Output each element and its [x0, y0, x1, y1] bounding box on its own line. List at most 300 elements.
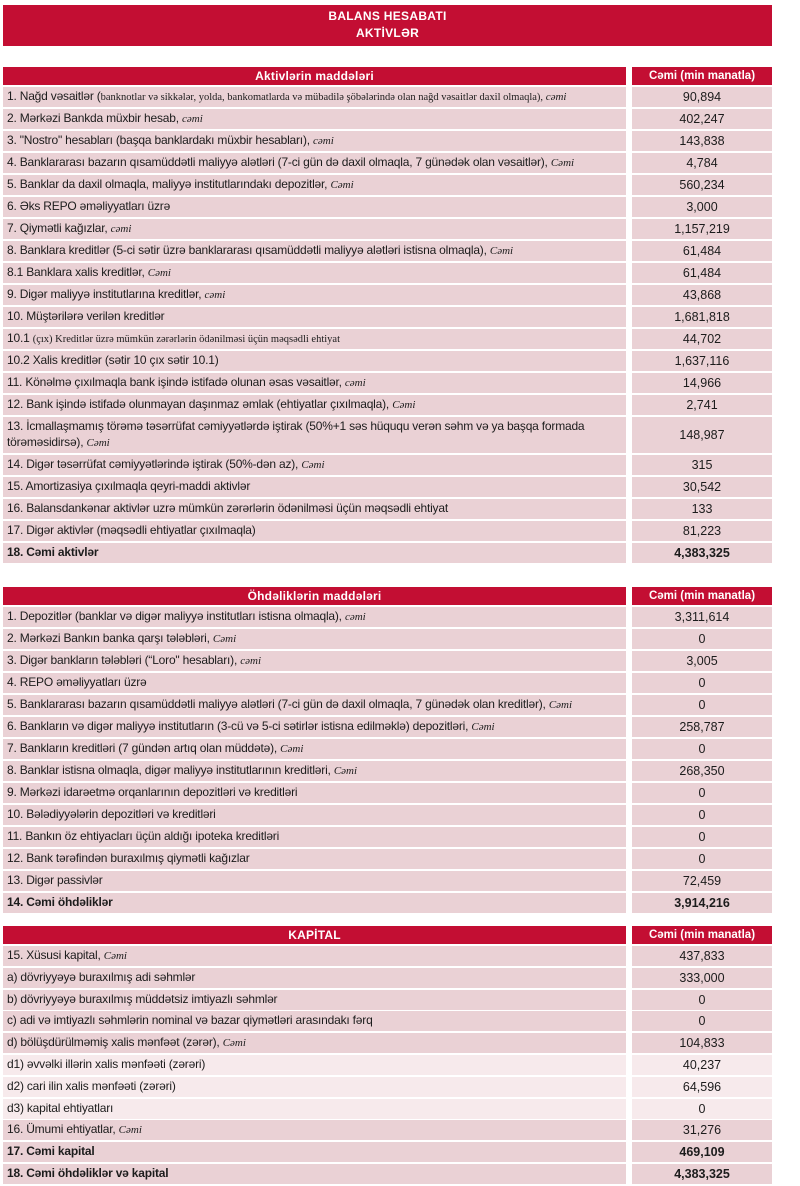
row-label-cell	[3, 263, 626, 283]
row-label-text	[7, 418, 622, 452]
row-label-cell	[3, 849, 626, 869]
row-value: 43,868	[682, 288, 722, 302]
row-label-text	[7, 1078, 176, 1096]
row-label-cell	[3, 695, 626, 715]
row-label-cell	[3, 455, 626, 475]
row-label-text	[7, 1143, 95, 1161]
row-label-cell	[3, 1120, 626, 1140]
row-label-cell	[3, 673, 626, 693]
row-label: 3. "Nostro" hesabları (başqa banklardakı müxbir hesabları),	[7, 133, 314, 147]
row-label: 5. Banklararası bazarın qısamüddətli maliyyə alətləri (7-ci gün də daxil olmaqla, 7 günədək olan kreditlər),	[7, 697, 549, 711]
row-label-cell	[3, 241, 626, 261]
row-label-text	[7, 850, 250, 868]
row-value-cell	[632, 805, 772, 825]
row-value: 469,109	[679, 1145, 725, 1160]
row-label-cell	[3, 351, 626, 371]
row-value-cell	[632, 153, 772, 173]
row-label-text	[7, 894, 113, 912]
row-label-text	[7, 718, 495, 736]
table-row	[3, 285, 772, 305]
table-row	[3, 946, 772, 966]
row-label: 1. Depozitlər (banklar və digər maliyyə institutları istisna olmaqla),	[7, 609, 345, 623]
table-row	[3, 521, 772, 541]
row-label-text	[7, 762, 357, 780]
row-label-text	[7, 500, 448, 518]
row-label-text	[7, 544, 98, 562]
table-row	[3, 717, 772, 737]
table-row	[3, 739, 772, 759]
row-value-cell	[632, 673, 772, 693]
table-row	[3, 783, 772, 803]
row-value-cell	[632, 1164, 772, 1184]
row-label: a) dövriyyəyə buraxılmış adi səhmlər	[7, 969, 196, 984]
row-value-cell	[632, 629, 772, 649]
row-label-cell	[3, 1055, 626, 1075]
row-value-cell	[632, 373, 772, 393]
row-label-cell	[3, 153, 626, 173]
row-value: 1,637,116	[674, 354, 730, 368]
row-value-cell	[632, 329, 772, 349]
table-row	[3, 893, 772, 913]
row-label-cell	[3, 761, 626, 781]
assets-table	[3, 67, 772, 563]
row-label-text	[7, 872, 103, 890]
row-value-cell	[632, 417, 772, 453]
row-label-suffix: Cəmi	[280, 743, 304, 755]
row-label-text	[7, 630, 236, 648]
row-label-cell	[3, 607, 626, 627]
row-label-suffix: Cəmi	[330, 179, 354, 191]
row-label: d2) cari ilin xalis mənfəəti (zərəri)	[7, 1078, 176, 1093]
row-label-suffix: Cəmi	[333, 765, 358, 777]
row-label-text	[7, 330, 340, 348]
row-label-cell	[3, 307, 626, 327]
row-label-text	[7, 396, 415, 414]
row-value: 258,787	[679, 720, 725, 734]
row-label-suffix: Cəmi	[550, 157, 575, 169]
row-value-cell	[632, 351, 772, 371]
row-value: 315	[691, 458, 713, 472]
row-value: 402,247	[679, 112, 725, 126]
row-label: 9. Mərkəzi idarəetmə orqanlarının depozitləri və kreditləri	[7, 785, 298, 799]
table-row	[3, 153, 772, 173]
row-label-text	[7, 1100, 113, 1118]
row-value-cell	[632, 1011, 772, 1031]
row-value-cell	[632, 1077, 772, 1097]
row-label-suffix: cəmi	[344, 377, 366, 389]
row-value-cell	[632, 241, 772, 261]
row-label: 18. Cəmi aktivlər	[7, 545, 99, 559]
row-label: 2. Mərkəzi Bankın banka qarşı tələbləri,	[7, 631, 213, 645]
row-label-suffix: cəmi	[182, 113, 203, 125]
table-row	[3, 607, 772, 627]
table-header-value-label: Cəmi (min manatla)	[632, 67, 772, 85]
row-value-cell	[632, 783, 772, 803]
row-value-cell	[632, 455, 772, 475]
table-header	[3, 67, 772, 85]
row-value-cell	[632, 1033, 772, 1053]
row-value: 143,838	[679, 134, 725, 148]
row-label-text	[7, 242, 513, 260]
row-value-cell	[632, 761, 772, 781]
row-label-cell	[3, 477, 626, 497]
row-value-cell	[632, 651, 772, 671]
row-value: 148,987	[679, 428, 725, 442]
row-label: 12. Bank işində istifadə olunmayan daşınmaz əmlak (ehtiyatlar çıxılmaqla),	[7, 397, 393, 411]
row-label: 17. Digər aktivlər (məqsədli ehtiyatlar çıxılmaqla)	[7, 523, 256, 537]
row-label-cell	[3, 395, 626, 415]
row-value: 81,223	[682, 524, 722, 538]
row-label-cell	[3, 1033, 626, 1053]
table-row	[3, 1033, 772, 1053]
row-label-cell	[3, 87, 626, 107]
table-row	[3, 263, 772, 283]
row-label-suffix: cəmi	[545, 91, 567, 103]
row-value: 0	[698, 786, 706, 800]
row-label-suffix: Cəmi	[548, 699, 573, 711]
row-value-cell	[632, 827, 772, 847]
row-label-cell	[3, 968, 626, 988]
row-label-text	[7, 478, 250, 496]
row-label-suffix: Cəmi	[103, 950, 127, 962]
row-label: 15. Amortizasiya çıxılmaqla qeyri-maddi aktivlər	[7, 479, 251, 493]
row-value: 0	[698, 632, 706, 646]
row-label: 11. Könəlmə çıxılmaqla bank işində istifadə olunan əsas vəsaitlər,	[7, 375, 345, 389]
row-value: 0	[698, 1014, 706, 1029]
table-row	[3, 1099, 772, 1119]
row-value: 14,966	[682, 376, 722, 390]
row-label-text	[7, 1165, 168, 1183]
row-label-text	[7, 1056, 205, 1074]
row-label: 9. Digər maliyyə institutlarına kreditlər,	[7, 287, 205, 301]
row-label-text	[7, 652, 261, 670]
row-value: 4,383,325	[674, 1166, 730, 1181]
row-label: b) dövriyyəyə buraxılmış müddətsiz imtiyazlı səhmlər	[7, 991, 278, 1006]
row-label-cell	[3, 651, 626, 671]
row-label: 6. Bankların və digər maliyyə institutların (3-cü və 5-ci sətirlər istisna edilməklə) depozitləri,	[7, 719, 472, 733]
row-value: 0	[698, 808, 706, 822]
table-row	[3, 1120, 772, 1140]
row-value-cell	[632, 521, 772, 541]
row-label-text	[7, 740, 303, 758]
row-label-suffix: cəmi	[110, 223, 132, 235]
row-label-text	[7, 522, 256, 540]
row-label-text	[7, 828, 279, 846]
row-label-text	[7, 308, 164, 326]
row-label-suffix: Cəmi	[222, 1037, 246, 1050]
row-label: d) bölüşdürülməmiş xalis mənfəət (zərər),	[7, 1035, 223, 1050]
row-label-cell	[3, 175, 626, 195]
table-row	[3, 197, 772, 217]
row-label: 17. Cəmi kapital	[7, 1144, 95, 1159]
row-label-suffix: Cəmi	[392, 399, 416, 411]
table-header-value-label: Cəmi (min manatla)	[632, 587, 772, 605]
row-label-suffix: Cəmi	[301, 459, 325, 471]
row-label-cell	[3, 373, 626, 393]
row-label-suffix: Cəmi	[471, 721, 495, 733]
table-row	[3, 1142, 772, 1162]
row-value-cell	[632, 87, 772, 107]
row-label-cell	[3, 1011, 626, 1031]
row-value-cell	[632, 307, 772, 327]
row-label-text	[7, 456, 325, 474]
tables-container	[0, 67, 800, 1184]
row-label-cell	[3, 1164, 626, 1184]
row-label-cell	[3, 417, 626, 453]
row-label-text	[7, 132, 334, 150]
table-row	[3, 849, 772, 869]
row-label: 10.1	[7, 331, 33, 345]
row-value: 0	[698, 698, 706, 712]
row-value: 2,741	[686, 398, 718, 412]
row-label-suffix: Cəmi	[118, 1124, 142, 1137]
row-value-cell	[632, 543, 772, 563]
row-label: 8. Banklara kreditlər (5-ci sətir üzrə banklararası qısamüddətli maliyyə alətləri istisna olmaqla),	[7, 243, 490, 257]
row-value: 1,157,219	[674, 222, 730, 236]
row-label: 18. Cəmi öhdəliklər və kapital	[7, 1165, 169, 1180]
row-label-text	[7, 1034, 246, 1052]
row-value: 30,542	[682, 480, 722, 494]
table-row	[3, 805, 772, 825]
row-label-text	[7, 176, 354, 194]
table-row	[3, 373, 772, 393]
row-label-text	[7, 1012, 373, 1030]
row-value-cell	[632, 946, 772, 966]
table-row	[3, 543, 772, 563]
row-label: 3. Digər bankların tələbləri (“Loro" hesabları),	[7, 653, 241, 667]
liabilities-table	[3, 587, 772, 913]
row-label-text	[7, 154, 574, 172]
row-value: 560,234	[679, 178, 725, 192]
row-value-cell	[632, 175, 772, 195]
row-label: 6. Əks REPO əməliyyatları üzrə	[7, 199, 171, 213]
row-label-suffix: Cəmi	[489, 245, 514, 257]
row-label-cell	[3, 521, 626, 541]
row-value: 64,596	[682, 1079, 722, 1094]
row-value: 0	[698, 852, 706, 866]
row-label-cell	[3, 990, 626, 1010]
table-row	[3, 1055, 772, 1075]
row-label-cell	[3, 329, 626, 349]
row-label-cell	[3, 946, 626, 966]
table-header-value-label: Cəmi (min manatla)	[632, 926, 772, 944]
row-label-cell	[3, 805, 626, 825]
row-value: 0	[698, 676, 706, 690]
row-value-cell	[632, 871, 772, 891]
row-label: 13. İcmallaşmamış törəmə təsərrüfat cəmiyyətlərdə iştirak (50%+1 səs hüququ verən səhm və ya başqa formada törəməsidirsə),	[7, 419, 585, 449]
row-label-text	[7, 806, 216, 824]
row-value: 0	[698, 830, 706, 844]
table-header-title: Aktivlərin maddələri	[3, 67, 626, 85]
row-value: 72,459	[682, 874, 722, 888]
row-label: d1) əvvəlki illərin xalis mənfəəti (zərəri)	[7, 1056, 206, 1071]
table-row	[3, 455, 772, 475]
row-label-cell	[3, 197, 626, 217]
row-value: 1,681,818	[674, 310, 730, 324]
table-row	[3, 395, 772, 415]
table-row	[3, 351, 772, 371]
table-row	[3, 695, 772, 715]
row-label-cell	[3, 109, 626, 129]
row-label-cell	[3, 285, 626, 305]
table-row	[3, 1077, 772, 1097]
row-value-cell	[632, 219, 772, 239]
row-value-cell	[632, 1055, 772, 1075]
row-label: 8. Banklar istisna olmaqla, digər maliyyə institutlarının kreditləri,	[7, 763, 334, 777]
row-label-cell	[3, 131, 626, 151]
row-label: 13. Digər passivlər	[7, 873, 103, 887]
table-row	[3, 990, 772, 1010]
row-label-cell	[3, 499, 626, 519]
row-label-text	[7, 947, 127, 965]
row-label-text	[7, 1121, 142, 1139]
row-label-cell	[3, 717, 626, 737]
row-label-suffix: Cəmi	[86, 437, 110, 449]
row-label: 8.1 Banklara xalis kreditlər,	[7, 265, 148, 279]
table-row	[3, 629, 772, 649]
row-label-cell	[3, 543, 626, 563]
row-label: 10. Müştərilərə verilən kreditlər	[7, 309, 165, 323]
table-row	[3, 1011, 772, 1031]
row-label-text	[7, 286, 225, 304]
row-label: 15. Xüsusi kapital,	[7, 948, 104, 962]
row-label-text	[7, 352, 219, 370]
row-value-cell	[632, 990, 772, 1010]
row-label: d3) kapital ehtiyatları	[7, 1100, 114, 1115]
row-label-text	[7, 608, 366, 626]
row-value: 61,484	[682, 266, 722, 280]
row-value-cell	[632, 717, 772, 737]
table-row	[3, 131, 772, 151]
table-row	[3, 827, 772, 847]
table-row	[3, 417, 772, 453]
row-value: 3,000	[686, 200, 718, 214]
row-label-text	[7, 110, 203, 128]
row-label-note: (çıx) Kreditlər üzrə mümkün zərərlərin ödənilməsi üçün məqsədli ehtiyat	[32, 334, 341, 345]
row-value: 3,311,614	[674, 610, 730, 624]
table-row	[3, 241, 772, 261]
table-header	[3, 587, 772, 605]
row-value-cell	[632, 263, 772, 283]
table-row	[3, 307, 772, 327]
row-value-cell	[632, 499, 772, 519]
row-label-cell	[3, 1099, 626, 1119]
table-row	[3, 968, 772, 988]
report-title-line1: BALANS HESABATI	[328, 9, 447, 23]
row-label: 1. Nağd vəsaitlər (	[7, 89, 101, 103]
row-value: 40,237	[682, 1057, 722, 1072]
row-value: 437,833	[679, 949, 725, 963]
row-label: c) adi və imtiyazlı səhmlərin nominal və bazar qiymətləri arasındakı fərq	[7, 1013, 373, 1028]
table-rows	[3, 87, 772, 563]
table-row	[3, 329, 772, 349]
table-header	[3, 926, 772, 944]
row-value-cell	[632, 607, 772, 627]
row-label-text	[7, 88, 566, 106]
row-value: 0	[698, 992, 706, 1007]
row-value-cell	[632, 695, 772, 715]
row-label-cell	[3, 783, 626, 803]
row-label-note: banknotlar və sikkələr, yolda, bankomatlarda və mübadilə şöbələrində olan nağd vəsaitlər daxil olmaqla),	[100, 92, 546, 103]
row-label: 7. Qiymətli kağızlar,	[7, 221, 111, 235]
row-value: 0	[698, 742, 706, 756]
row-value: 104,833	[679, 1036, 725, 1051]
row-value-cell	[632, 285, 772, 305]
row-label-text	[7, 784, 297, 802]
row-value: 44,702	[682, 332, 722, 346]
row-label-text	[7, 991, 277, 1009]
row-value-cell	[632, 131, 772, 151]
row-label-suffix: Cəmi	[212, 633, 237, 645]
row-label-text	[7, 198, 170, 216]
row-label: 5. Banklar da daxil olmaqla, maliyyə institutlarındakı depozitlər,	[7, 177, 331, 191]
row-value: 268,350	[679, 764, 725, 778]
row-label-text	[7, 969, 195, 987]
row-value-cell	[632, 968, 772, 988]
row-label: 16. Ümumi ehtiyatlar,	[7, 1122, 119, 1137]
row-label-suffix: cəmi	[344, 611, 366, 623]
row-value: 4,784	[686, 156, 718, 170]
row-label-cell	[3, 219, 626, 239]
table-header-title: Öhdəliklərin maddələri	[3, 587, 626, 605]
row-label-suffix: cəmi	[313, 135, 334, 147]
row-label-text	[7, 696, 572, 714]
row-value-cell	[632, 893, 772, 913]
row-value-cell	[632, 1099, 772, 1119]
table-row	[3, 871, 772, 891]
row-label: 7. Bankların kreditləri (7 gündən artıq olan müddətə),	[7, 741, 281, 755]
row-label-text	[7, 674, 147, 692]
table-rows	[3, 946, 772, 1184]
row-label-cell	[3, 871, 626, 891]
row-value-cell	[632, 1142, 772, 1162]
report-title-banner	[3, 5, 772, 46]
row-label: 14. Digər təsərrüfat cəmiyyətlərində iştirak (50%-dən az),	[7, 457, 302, 471]
row-label-cell	[3, 1077, 626, 1097]
row-value: 61,484	[682, 244, 722, 258]
row-label-cell	[3, 1142, 626, 1162]
row-label: 16. Balansdankənar aktivlər uzrə mümkün zərərlərin ödənilməsi üçün məqsədli ehtiyat	[7, 501, 448, 515]
table-row	[3, 1164, 772, 1184]
table-header-title: KAPİTAL	[3, 926, 626, 944]
row-value-cell	[632, 197, 772, 217]
row-value: 133	[691, 502, 713, 516]
capital-table	[3, 926, 772, 1184]
row-value: 3,005	[686, 654, 718, 668]
row-label-cell	[3, 629, 626, 649]
row-label-suffix: cəmi	[204, 289, 226, 301]
row-label: 10.2 Xalis kreditlər (sətir 10 çıx sətir 10.1)	[7, 353, 219, 367]
row-value-cell	[632, 477, 772, 497]
row-label: 11. Bankın öz ehtiyacları üçün aldığı ipoteka kreditləri	[7, 829, 280, 843]
row-label: 4. Banklararası bazarın qısamüddətli maliyyə alətləri (7-ci gün də daxil olmaqla, 7 günədək olan vəsaitlər),	[7, 155, 551, 169]
row-value: 333,000	[679, 970, 725, 985]
row-value-cell	[632, 395, 772, 415]
row-value-cell	[632, 109, 772, 129]
report-title-line2: AKTİVLƏR	[355, 26, 420, 40]
row-label-suffix: cəmi	[240, 655, 262, 667]
row-label: 2. Mərkəzi Bankda müxbir hesab,	[7, 111, 183, 125]
table-row	[3, 761, 772, 781]
row-label: 10. Bələdiyyələrin depozitləri və kreditləri	[7, 807, 216, 821]
row-label: 12. Bank tərəfindən buraxılmış qiymətli kağızlar	[7, 851, 250, 865]
row-value: 31,276	[682, 1123, 722, 1138]
row-label: 4. REPO əməliyyatları üzrə	[7, 675, 147, 689]
table-row	[3, 477, 772, 497]
row-label-cell	[3, 739, 626, 759]
table-row	[3, 673, 772, 693]
row-value-cell	[632, 849, 772, 869]
